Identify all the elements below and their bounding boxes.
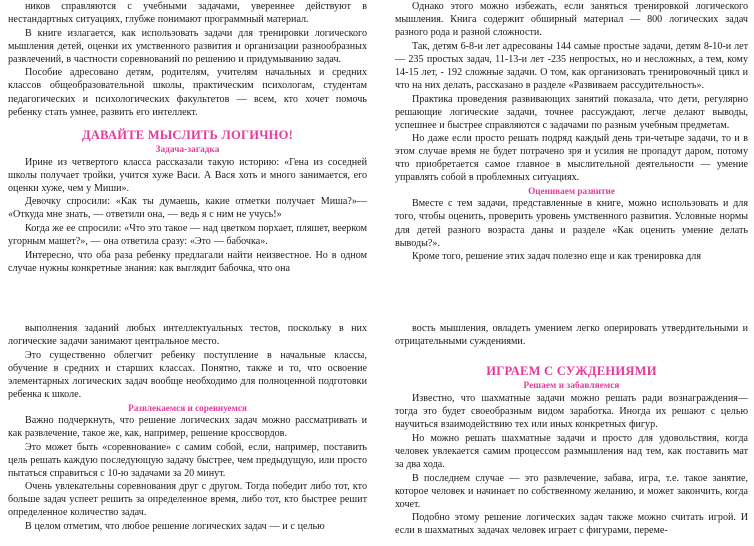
paragraph: Вместе с тем задачи, представленные в книге, можно использовать и для того, чтобы оценить, проверить уровень умственного развития. Условные нормы для детей разного возраста даны и разделе «Как оценить умение делать выводы?». <box>395 198 748 249</box>
bottom-page <box>0 322 754 546</box>
paragraph: Это может быть «соревнование» с самим собой, если, например, поставить цель решать каждую последующую задачу быстрее, чем предыдущую, или просто пытаться справиться с 10-ю задачами за 20 минут. <box>8 441 367 479</box>
paragraph: Важно подчеркнуть, что решение логических задач можно рассматривать и как развлечение, такое же, как, например, решение кроссвордов. <box>8 414 367 439</box>
paragraph: Когда же ее спросили: «Что это такое — над цветком порхает, пляшет, веерком угорным машет?», — она ответила сразу: «Это — бабочка». <box>8 223 367 248</box>
paragraph: ников справляются с учебными задачами, увереннее действуют в нестандартных ситуациях, глубже понимают программный материал. <box>8 1 367 26</box>
subsection-heading-zadacha-zagadka: Задача-загадка <box>155 143 220 154</box>
paragraph: Пособие адресовано детям, родителям, учителям начальных и средних классов общеобразовательной школы, практическим психологам, студентам педагогических и психологических факультетов — всем, кто хочет помочь ребенку стать умнее, развить его интеллект. <box>8 67 367 118</box>
subsection-heading-reshaem-i-zabavlyaemsya: Решаем и забавляемся <box>523 380 620 391</box>
bottom-page-left-column <box>0 322 377 546</box>
paragraph: В целом отметим, что любое решение логических задач — и с целью <box>25 521 325 533</box>
top-page-left-column <box>0 0 377 282</box>
paragraph: Ирине из четвертого класса рассказали такую историю: «Гена из соседней школы получает тройки, учится хуже Васи. А Вася хоть и много занимается, его оценки хуже, чем у Миши». <box>8 156 367 194</box>
paragraph: Очень увлекательны соревнования друг с другом. Тогда победит либо тот, кто больше задач успеет решить за определенное время, либо тот, кто быстрее решит определенное количество задач. <box>8 481 367 519</box>
paragraph: Но даже если просто решать подряд каждый день три-четыре задачи, то и в этом случае время не будет потрачено зря и усилия не пропадут даром, потому что приобретается самое главное в мыслительной деятельности — умение управлять собой в проблемных ситуациях. <box>395 133 748 184</box>
top-page-right-column <box>377 0 754 282</box>
paragraph: выполнения заданий любых интеллектуальных тестов, поскольку в них логические задачи занимают центральное место. <box>8 323 367 348</box>
section-heading-davayte-myslit-logichno: ДАВАЙТЕ МЫСЛИТЬ ЛОГИЧНО! <box>81 127 294 142</box>
paragraph: Девочку спросили: «Как ты думаешь, какие отметки получает Миша?»— «Откуда мне знать, — ответили она, — ведь я с ним не учусь!» <box>8 196 367 221</box>
section-heading-igraem-s-suzhdeniyami: ИГРАЕМ С СУЖДЕНИЯМИ <box>486 364 657 379</box>
paragraph: Но можно решать шахматные задачи и просто для удовольствия, когда человек увлекается самим процессом размышления над тем, как поставить мат за два хода. <box>395 432 748 470</box>
paragraph: вость мышления, овладеть умением легко оперировать утвердительными и отрицательными суждениями. <box>395 323 748 348</box>
paragraph: Известно, что шахматные задачи можно решать ради вознаграждения— тогда это будет своеобразным видом заработка. Иногда их решают с целью научиться взаимодействию тех или иных конкретных фигур. <box>395 393 748 431</box>
paragraph: В последнем случае — это развлечение, забава, игра, т.е. такое занятие, которое человек и начинает по собственному желанию, и может закончить, когда хочет. <box>395 472 748 510</box>
paragraph: В книге излагается, как использовать задачи для тренировки логического мышления детей, оценки их умственного развития и организации разнообразных развлечений, в частности соревнований по решению и придумыванию задач. <box>8 27 367 65</box>
paragraph: Это существенно облегчит ребенку поступление в начальные классы, обучение в средних и старших классах. Понятно, также и то, что освоение элементарных логических задач вообще необходимо для полноценной подготовки ребенка к школе. <box>8 349 367 400</box>
subsection-heading-razvlekaemsya-i-sorevnuemsya: Развлекаемся и соревнуемся <box>128 402 247 413</box>
subsection-heading-ocenivaem-razvitie: Оцениваем развитие <box>528 186 615 197</box>
paragraph: Практика проведения развивающих занятий показала, что дети, регулярно решающие логические задачи, точнее рассуждают, легче делают выводы, успешнее и быстрее справляются с задачами по разным учебным предметам. <box>395 93 748 131</box>
paragraph: Так, детям 6-8-и лет адресованы 144 самые простые задачи, детям 8-10-и лет — 235 простых задач, 11-13-и лет -235 непростых, но и несложных, а тем, кому 14-15 лет, - 192 сложные задачи. О том, как организовать тренировочный цикл и что на них делать, рассказано в разделе «Развиваем рассудительность». <box>395 40 748 91</box>
paragraph: Интересно, что оба раза ребенку предлагали найти неизвестное. Но в одном случае нужны конкретные знания: как выглядит бабочка, что она <box>8 249 367 274</box>
paragraph: Подобно этому решение логических задач также можно считать игрой. И если в шахматных задачах человек играет с фигурами, переме- <box>395 512 748 537</box>
paragraph: Однако этого можно избежать, если заняться тренировкой логического мышления. Книга содержит обширный материал — 800 логических задач разного рода и разной сложности. <box>395 1 748 39</box>
paragraph: Кроме того, решение этих задач полезно еще и как тренировка для <box>412 251 701 263</box>
bottom-page-right-column <box>377 322 754 546</box>
